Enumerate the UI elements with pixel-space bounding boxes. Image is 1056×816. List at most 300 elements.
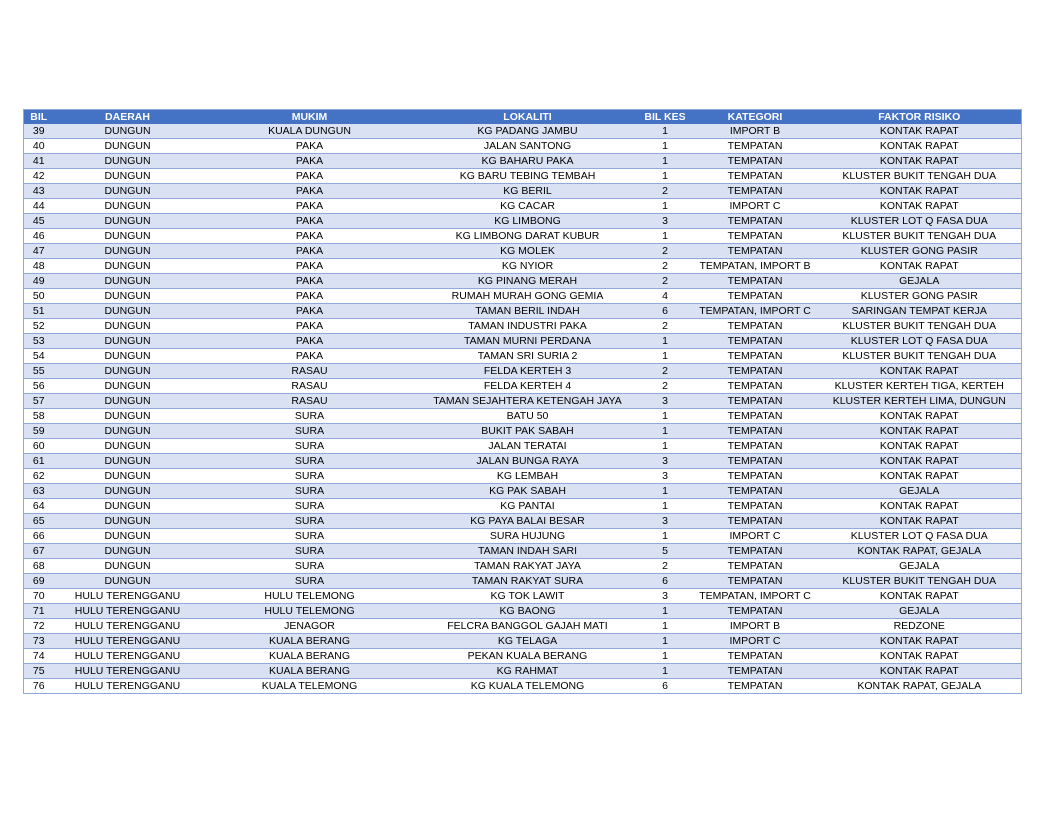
faktor-risiko-cell: KONTAK RAPAT (818, 649, 1022, 664)
bil-cell: 67 (24, 544, 54, 559)
kategori-cell: TEMPATAN (693, 514, 818, 529)
table-row (24, 559, 1022, 574)
lokaliti-cell: JALAN TERATAI (418, 439, 638, 454)
kategori-cell: TEMPATAN (693, 484, 818, 499)
lokaliti-cell: KG NYIOR (418, 259, 638, 274)
kategori-cell: IMPORT B (693, 124, 818, 139)
faktor-risiko-cell: KONTAK RAPAT (818, 634, 1022, 649)
lokaliti-cell: KG PAYA BALAI BESAR (418, 514, 638, 529)
table-row (24, 469, 1022, 484)
mukim-cell: JENAGOR (202, 619, 418, 634)
faktor-risiko-cell: KONTAK RAPAT (818, 364, 1022, 379)
bil-cell: 64 (24, 499, 54, 514)
daerah-cell: DUNGUN (54, 229, 202, 244)
table-row (24, 199, 1022, 214)
daerah-cell: DUNGUN (54, 424, 202, 439)
faktor-risiko-cell: KONTAK RAPAT (818, 139, 1022, 154)
table-row (24, 424, 1022, 439)
faktor-risiko-cell: KONTAK RAPAT, GEJALA (818, 544, 1022, 559)
kategori-cell: TEMPATAN (693, 424, 818, 439)
faktor-risiko-cell: GEJALA (818, 484, 1022, 499)
kategori-cell: TEMPATAN (693, 409, 818, 424)
daerah-cell: HULU TERENGGANU (54, 634, 202, 649)
daerah-cell: HULU TERENGGANU (54, 589, 202, 604)
mukim-cell: SURA (202, 469, 418, 484)
lokaliti-cell: TAMAN INDAH SARI (418, 544, 638, 559)
bil-kes-cell: 1 (638, 139, 693, 154)
lokaliti-cell: KG PINANG MERAH (418, 274, 638, 289)
faktor-risiko-cell: KLUSTER BUKIT TENGAH DUA (818, 229, 1022, 244)
lokaliti-cell: TAMAN INDUSTRI PAKA (418, 319, 638, 334)
bil-cell: 45 (24, 214, 54, 229)
mukim-cell: SURA (202, 544, 418, 559)
daerah-cell: DUNGUN (54, 379, 202, 394)
daerah-cell: DUNGUN (54, 184, 202, 199)
header-lokaliti: LOKALITI (418, 110, 638, 125)
kategori-cell: TEMPATAN (693, 334, 818, 349)
table-row (24, 244, 1022, 259)
daerah-cell: DUNGUN (54, 364, 202, 379)
header-row (24, 110, 1022, 125)
lokaliti-cell: TAMAN RAKYAT SURA (418, 574, 638, 589)
daerah-cell: DUNGUN (54, 199, 202, 214)
bil-cell: 52 (24, 319, 54, 334)
lokaliti-cell: KG BARU TEBING TEMBAH (418, 169, 638, 184)
bil-kes-cell: 1 (638, 604, 693, 619)
mukim-cell: SURA (202, 559, 418, 574)
bil-cell: 60 (24, 439, 54, 454)
table-row (24, 229, 1022, 244)
mukim-cell: KUALA TELEMONG (202, 679, 418, 694)
lokaliti-cell: KG CACAR (418, 199, 638, 214)
table-row (24, 679, 1022, 694)
kategori-cell: TEMPATAN (693, 379, 818, 394)
bil-kes-cell: 1 (638, 199, 693, 214)
kategori-cell: IMPORT B (693, 619, 818, 634)
kategori-cell: TEMPATAN (693, 439, 818, 454)
lokaliti-cell: TAMAN MURNI PERDANA (418, 334, 638, 349)
table-row (24, 514, 1022, 529)
mukim-cell: KUALA BERANG (202, 649, 418, 664)
daerah-cell: DUNGUN (54, 409, 202, 424)
lokaliti-cell: KG PANTAI (418, 499, 638, 514)
bil-kes-cell: 1 (638, 124, 693, 139)
bil-kes-cell: 2 (638, 364, 693, 379)
lokaliti-cell: KG MOLEK (418, 244, 638, 259)
bil-cell: 41 (24, 154, 54, 169)
mukim-cell: PAKA (202, 289, 418, 304)
daerah-cell: HULU TERENGGANU (54, 649, 202, 664)
bil-kes-cell: 1 (638, 424, 693, 439)
table-row (24, 289, 1022, 304)
faktor-risiko-cell: KONTAK RAPAT (818, 199, 1022, 214)
kategori-cell: TEMPATAN (693, 649, 818, 664)
cases-table (23, 109, 1022, 694)
lokaliti-cell: KG PAK SABAH (418, 484, 638, 499)
mukim-cell: RASAU (202, 364, 418, 379)
table-row (24, 604, 1022, 619)
lokaliti-cell: BUKIT PAK SABAH (418, 424, 638, 439)
faktor-risiko-cell: KLUSTER LOT Q FASA DUA (818, 529, 1022, 544)
daerah-cell: DUNGUN (54, 154, 202, 169)
mukim-cell: PAKA (202, 244, 418, 259)
bil-cell: 75 (24, 664, 54, 679)
table-row (24, 574, 1022, 589)
faktor-risiko-cell: KONTAK RAPAT (818, 514, 1022, 529)
mukim-cell: SURA (202, 514, 418, 529)
faktor-risiko-cell: KONTAK RAPAT (818, 439, 1022, 454)
bil-kes-cell: 3 (638, 589, 693, 604)
mukim-cell: PAKA (202, 304, 418, 319)
mukim-cell: PAKA (202, 334, 418, 349)
bil-kes-cell: 3 (638, 454, 693, 469)
bil-kes-cell: 3 (638, 514, 693, 529)
kategori-cell: TEMPATAN, IMPORT B (693, 259, 818, 274)
bil-kes-cell: 1 (638, 649, 693, 664)
mukim-cell: KUALA DUNGUN (202, 124, 418, 139)
bil-kes-cell: 3 (638, 214, 693, 229)
bil-kes-cell: 3 (638, 469, 693, 484)
daerah-cell: DUNGUN (54, 259, 202, 274)
lokaliti-cell: PEKAN KUALA BERANG (418, 649, 638, 664)
daerah-cell: HULU TERENGGANU (54, 604, 202, 619)
bil-kes-cell: 1 (638, 154, 693, 169)
bil-cell: 54 (24, 349, 54, 364)
mukim-cell: SURA (202, 499, 418, 514)
faktor-risiko-cell: KONTAK RAPAT (818, 124, 1022, 139)
lokaliti-cell: KG LIMBONG (418, 214, 638, 229)
lokaliti-cell: KG LEMBAH (418, 469, 638, 484)
bil-cell: 76 (24, 679, 54, 694)
table-row (24, 439, 1022, 454)
faktor-risiko-cell: KONTAK RAPAT (818, 454, 1022, 469)
faktor-risiko-cell: KONTAK RAPAT (818, 589, 1022, 604)
faktor-risiko-cell: GEJALA (818, 604, 1022, 619)
kategori-cell: TEMPATAN (693, 574, 818, 589)
faktor-risiko-cell: KLUSTER LOT Q FASA DUA (818, 214, 1022, 229)
bil-cell: 63 (24, 484, 54, 499)
mukim-cell: PAKA (202, 319, 418, 334)
table-row (24, 529, 1022, 544)
bil-cell: 73 (24, 634, 54, 649)
bil-cell: 59 (24, 424, 54, 439)
bil-kes-cell: 2 (638, 319, 693, 334)
lokaliti-cell: TAMAN BERIL INDAH (418, 304, 638, 319)
header-daerah: DAERAH (54, 110, 202, 125)
daerah-cell: DUNGUN (54, 574, 202, 589)
faktor-risiko-cell: KLUSTER BUKIT TENGAH DUA (818, 349, 1022, 364)
kategori-cell: TEMPATAN (693, 154, 818, 169)
daerah-cell: DUNGUN (54, 244, 202, 259)
daerah-cell: DUNGUN (54, 169, 202, 184)
table-row (24, 124, 1022, 139)
table-row (24, 154, 1022, 169)
table-row (24, 499, 1022, 514)
lokaliti-cell: TAMAN SEJAHTERA KETENGAH JAYA (418, 394, 638, 409)
header-mukim: MUKIM (202, 110, 418, 125)
bil-kes-cell: 1 (638, 334, 693, 349)
kategori-cell: TEMPATAN (693, 604, 818, 619)
bil-kes-cell: 2 (638, 379, 693, 394)
lokaliti-cell: JALAN SANTONG (418, 139, 638, 154)
bil-cell: 47 (24, 244, 54, 259)
bil-cell: 66 (24, 529, 54, 544)
table-body (24, 124, 1022, 694)
bil-cell: 48 (24, 259, 54, 274)
kategori-cell: TEMPATAN (693, 349, 818, 364)
bil-cell: 72 (24, 619, 54, 634)
table-row (24, 634, 1022, 649)
bil-kes-cell: 2 (638, 244, 693, 259)
lokaliti-cell: FELDA KERTEH 3 (418, 364, 638, 379)
kategori-cell: TEMPATAN (693, 184, 818, 199)
mukim-cell: PAKA (202, 139, 418, 154)
bil-cell: 61 (24, 454, 54, 469)
mukim-cell: SURA (202, 409, 418, 424)
mukim-cell: RASAU (202, 379, 418, 394)
daerah-cell: DUNGUN (54, 514, 202, 529)
mukim-cell: PAKA (202, 154, 418, 169)
table-row (24, 349, 1022, 364)
bil-cell: 44 (24, 199, 54, 214)
table-row (24, 394, 1022, 409)
bil-kes-cell: 1 (638, 499, 693, 514)
bil-kes-cell: 3 (638, 394, 693, 409)
lokaliti-cell: FELDA KERTEH 4 (418, 379, 638, 394)
kategori-cell: IMPORT C (693, 199, 818, 214)
lokaliti-cell: TAMAN RAKYAT JAYA (418, 559, 638, 574)
bil-kes-cell: 2 (638, 559, 693, 574)
faktor-risiko-cell: KONTAK RAPAT (818, 664, 1022, 679)
lokaliti-cell: BATU 50 (418, 409, 638, 424)
lokaliti-cell: KG TOK LAWIT (418, 589, 638, 604)
daerah-cell: DUNGUN (54, 124, 202, 139)
faktor-risiko-cell: KLUSTER GONG PASIR (818, 289, 1022, 304)
kategori-cell: TEMPATAN (693, 214, 818, 229)
lokaliti-cell: KG TELAGA (418, 634, 638, 649)
lokaliti-cell: TAMAN SRI SURIA 2 (418, 349, 638, 364)
bil-kes-cell: 5 (638, 544, 693, 559)
table-row (24, 169, 1022, 184)
daerah-cell: DUNGUN (54, 139, 202, 154)
bil-kes-cell: 1 (638, 529, 693, 544)
daerah-cell: DUNGUN (54, 439, 202, 454)
bil-kes-cell: 1 (638, 349, 693, 364)
lokaliti-cell: KG PADANG JAMBU (418, 124, 638, 139)
daerah-cell: HULU TERENGGANU (54, 664, 202, 679)
daerah-cell: DUNGUN (54, 304, 202, 319)
bil-kes-cell: 4 (638, 289, 693, 304)
table-row (24, 259, 1022, 274)
mukim-cell: SURA (202, 424, 418, 439)
bil-kes-cell: 6 (638, 679, 693, 694)
bil-cell: 53 (24, 334, 54, 349)
faktor-risiko-cell: KLUSTER GONG PASIR (818, 244, 1022, 259)
kategori-cell: TEMPATAN (693, 229, 818, 244)
faktor-risiko-cell: GEJALA (818, 274, 1022, 289)
table-row (24, 304, 1022, 319)
bil-kes-cell: 2 (638, 274, 693, 289)
mukim-cell: SURA (202, 484, 418, 499)
kategori-cell: TEMPATAN (693, 319, 818, 334)
faktor-risiko-cell: KLUSTER BUKIT TENGAH DUA (818, 169, 1022, 184)
lokaliti-cell: KG RAHMAT (418, 664, 638, 679)
daerah-cell: DUNGUN (54, 349, 202, 364)
faktor-risiko-cell: KONTAK RAPAT (818, 259, 1022, 274)
kategori-cell: TEMPATAN, IMPORT C (693, 304, 818, 319)
header-kategori: KATEGORI (693, 110, 818, 125)
mukim-cell: KUALA BERANG (202, 664, 418, 679)
kategori-cell: TEMPATAN, IMPORT C (693, 589, 818, 604)
mukim-cell: PAKA (202, 199, 418, 214)
mukim-cell: KUALA BERANG (202, 634, 418, 649)
faktor-risiko-cell: KLUSTER LOT Q FASA DUA (818, 334, 1022, 349)
bil-kes-cell: 1 (638, 169, 693, 184)
lokaliti-cell: KG BERIL (418, 184, 638, 199)
faktor-risiko-cell: KONTAK RAPAT, GEJALA (818, 679, 1022, 694)
faktor-risiko-cell: KONTAK RAPAT (818, 184, 1022, 199)
kategori-cell: IMPORT C (693, 529, 818, 544)
table-row (24, 589, 1022, 604)
mukim-cell: PAKA (202, 169, 418, 184)
table-row (24, 364, 1022, 379)
faktor-risiko-cell: KONTAK RAPAT (818, 469, 1022, 484)
bil-cell: 42 (24, 169, 54, 184)
bil-cell: 71 (24, 604, 54, 619)
daerah-cell: DUNGUN (54, 319, 202, 334)
bil-cell: 65 (24, 514, 54, 529)
mukim-cell: PAKA (202, 229, 418, 244)
faktor-risiko-cell: KONTAK RAPAT (818, 154, 1022, 169)
faktor-risiko-cell: KONTAK RAPAT (818, 409, 1022, 424)
daerah-cell: HULU TERENGGANU (54, 619, 202, 634)
daerah-cell: DUNGUN (54, 469, 202, 484)
faktor-risiko-cell: KLUSTER BUKIT TENGAH DUA (818, 319, 1022, 334)
kategori-cell: TEMPATAN (693, 664, 818, 679)
bil-cell: 74 (24, 649, 54, 664)
daerah-cell: DUNGUN (54, 214, 202, 229)
bil-cell: 40 (24, 139, 54, 154)
table-row (24, 664, 1022, 679)
kategori-cell: TEMPATAN (693, 559, 818, 574)
bil-kes-cell: 1 (638, 439, 693, 454)
lokaliti-cell: KG LIMBONG DARAT KUBUR (418, 229, 638, 244)
bil-kes-cell: 6 (638, 574, 693, 589)
header-bil-kes: BIL KES (638, 110, 693, 125)
bil-cell: 69 (24, 574, 54, 589)
mukim-cell: SURA (202, 439, 418, 454)
lokaliti-cell: JALAN BUNGA RAYA (418, 454, 638, 469)
faktor-risiko-cell: KLUSTER BUKIT TENGAH DUA (818, 574, 1022, 589)
bil-cell: 50 (24, 289, 54, 304)
daerah-cell: DUNGUN (54, 274, 202, 289)
mukim-cell: PAKA (202, 349, 418, 364)
table-row (24, 544, 1022, 559)
bil-kes-cell: 1 (638, 484, 693, 499)
daerah-cell: DUNGUN (54, 289, 202, 304)
mukim-cell: PAKA (202, 184, 418, 199)
daerah-cell: HULU TERENGGANU (54, 679, 202, 694)
kategori-cell: TEMPATAN (693, 499, 818, 514)
lokaliti-cell: KG KUALA TELEMONG (418, 679, 638, 694)
bil-cell: 55 (24, 364, 54, 379)
bil-kes-cell: 1 (638, 664, 693, 679)
bil-kes-cell: 1 (638, 229, 693, 244)
daerah-cell: DUNGUN (54, 484, 202, 499)
bil-kes-cell: 1 (638, 634, 693, 649)
header-faktor-risiko: FAKTOR RISIKO (818, 110, 1022, 125)
bil-cell: 51 (24, 304, 54, 319)
lokaliti-cell: SURA HUJUNG (418, 529, 638, 544)
kategori-cell: TEMPATAN (693, 544, 818, 559)
table-row (24, 214, 1022, 229)
mukim-cell: PAKA (202, 274, 418, 289)
table-row (24, 454, 1022, 469)
bil-kes-cell: 2 (638, 259, 693, 274)
bil-cell: 49 (24, 274, 54, 289)
daerah-cell: DUNGUN (54, 334, 202, 349)
faktor-risiko-cell: KONTAK RAPAT (818, 424, 1022, 439)
kategori-cell: TEMPATAN (693, 679, 818, 694)
table-row (24, 379, 1022, 394)
kategori-cell: TEMPATAN (693, 394, 818, 409)
kategori-cell: TEMPATAN (693, 454, 818, 469)
bil-cell: 68 (24, 559, 54, 574)
daerah-cell: DUNGUN (54, 559, 202, 574)
bil-cell: 43 (24, 184, 54, 199)
table-row (24, 139, 1022, 154)
mukim-cell: PAKA (202, 214, 418, 229)
kategori-cell: TEMPATAN (693, 244, 818, 259)
kategori-cell: TEMPATAN (693, 469, 818, 484)
bil-cell: 57 (24, 394, 54, 409)
lokaliti-cell: FELCRA BANGGOL GAJAH MATI (418, 619, 638, 634)
faktor-risiko-cell: KONTAK RAPAT (818, 499, 1022, 514)
mukim-cell: HULU TELEMONG (202, 589, 418, 604)
bil-cell: 46 (24, 229, 54, 244)
table-row (24, 334, 1022, 349)
table-row (24, 619, 1022, 634)
faktor-risiko-cell: GEJALA (818, 559, 1022, 574)
kategori-cell: TEMPATAN (693, 289, 818, 304)
kategori-cell: TEMPATAN (693, 169, 818, 184)
table-row (24, 409, 1022, 424)
daerah-cell: DUNGUN (54, 499, 202, 514)
bil-cell: 56 (24, 379, 54, 394)
kategori-cell: IMPORT C (693, 634, 818, 649)
daerah-cell: DUNGUN (54, 454, 202, 469)
header-bil: BIL (24, 110, 54, 125)
mukim-cell: SURA (202, 574, 418, 589)
table-row (24, 274, 1022, 289)
bil-cell: 70 (24, 589, 54, 604)
faktor-risiko-cell: KLUSTER KERTEH TIGA, KERTEH (818, 379, 1022, 394)
mukim-cell: PAKA (202, 259, 418, 274)
lokaliti-cell: RUMAH MURAH GONG GEMIA (418, 289, 638, 304)
faktor-risiko-cell: KLUSTER KERTEH LIMA, DUNGUN (818, 394, 1022, 409)
mukim-cell: SURA (202, 529, 418, 544)
faktor-risiko-cell: SARINGAN TEMPAT KERJA (818, 304, 1022, 319)
daerah-cell: DUNGUN (54, 394, 202, 409)
table-row (24, 319, 1022, 334)
mukim-cell: RASAU (202, 394, 418, 409)
kategori-cell: TEMPATAN (693, 274, 818, 289)
mukim-cell: HULU TELEMONG (202, 604, 418, 619)
mukim-cell: SURA (202, 454, 418, 469)
bil-kes-cell: 6 (638, 304, 693, 319)
faktor-risiko-cell: REDZONE (818, 619, 1022, 634)
lokaliti-cell: KG BAONG (418, 604, 638, 619)
